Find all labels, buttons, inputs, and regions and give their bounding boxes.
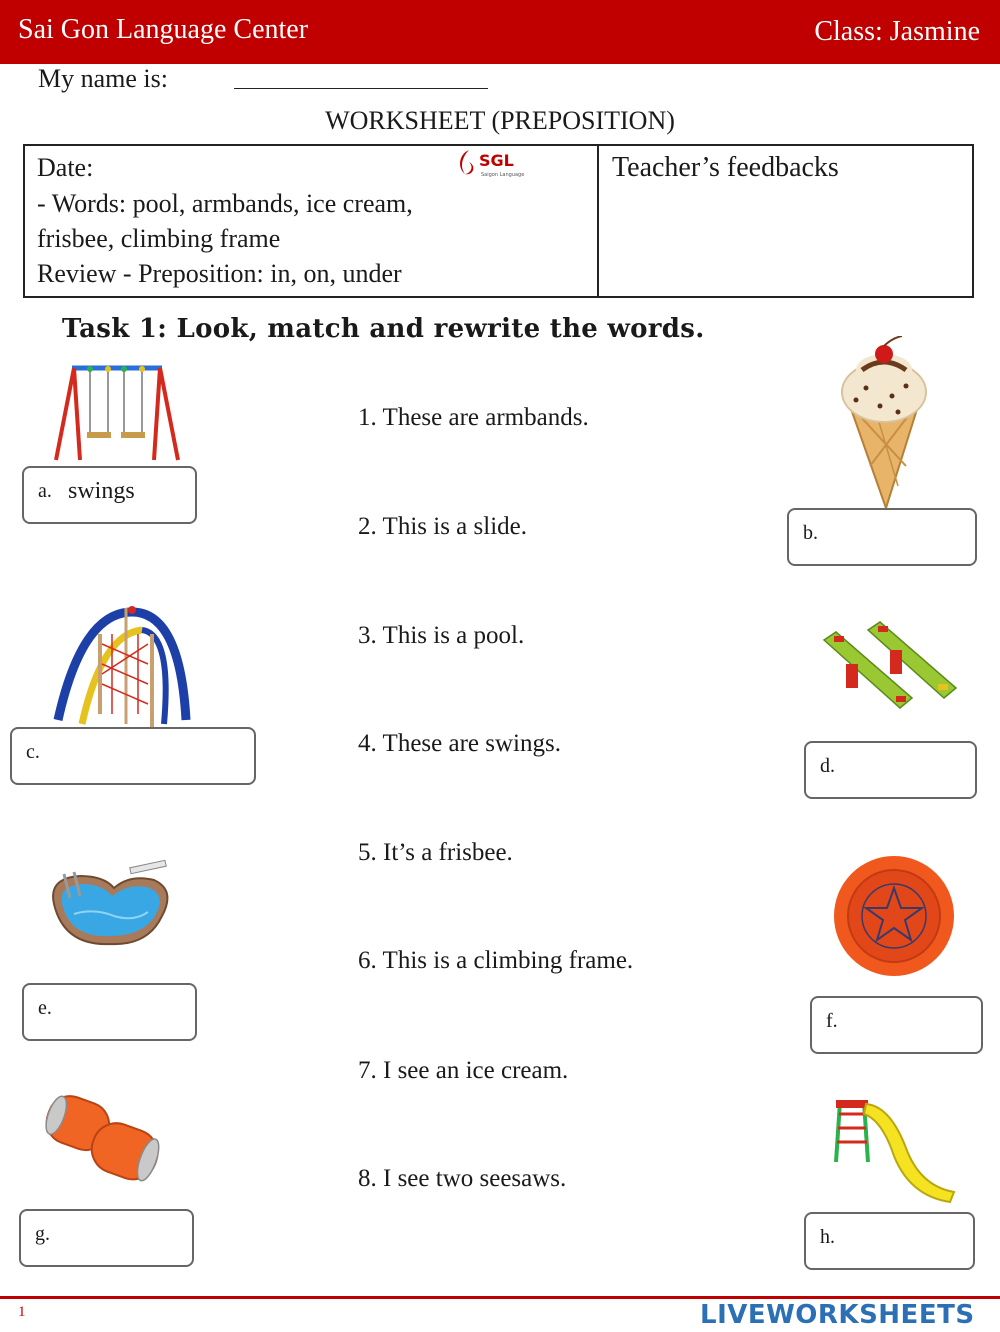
box-letter-b: b.: [803, 522, 818, 544]
climbing-frame-icon: [52, 604, 192, 734]
sentence-4: 4. These are swings.: [358, 730, 561, 757]
sentence-3: 3. This is a pool.: [358, 622, 525, 649]
words-line-2: frisbee, climbing frame: [37, 224, 281, 253]
frisbee-icon: [832, 854, 956, 982]
slide-icon: [830, 1096, 960, 1210]
seesaw-icon: [820, 620, 960, 716]
pool-icon: [44, 854, 176, 958]
answer-box-g[interactable]: [19, 1209, 194, 1267]
teacher-feedback-label: Teacher’s feedbacks: [612, 152, 839, 183]
box-letter-d: d.: [820, 755, 835, 777]
sentence-7: 7. I see an ice cream.: [358, 1057, 569, 1084]
swings-icon: [52, 364, 182, 468]
words-line-1: - Words: pool, armbands, ice cream,: [37, 189, 413, 218]
info-table-divider: [597, 144, 599, 298]
box-value-a: swings: [68, 478, 135, 504]
sentence-1: 1. These are armbands.: [358, 404, 589, 431]
sentence-8: 8. I see two seesaws.: [358, 1165, 567, 1192]
worksheet-title: WORKSHEET (PREPOSITION): [325, 106, 675, 135]
box-letter-h: h.: [820, 1226, 835, 1248]
answer-box-e[interactable]: [22, 983, 197, 1041]
name-prompt: My name is:: [38, 64, 168, 93]
ice-cream-icon: [836, 336, 932, 516]
answer-box-f[interactable]: [810, 996, 983, 1054]
armbands-icon: [40, 1086, 164, 1194]
task1-title: Task 1: Look, match and rewrite the words.: [62, 314, 705, 344]
box-letter-f: f.: [826, 1010, 838, 1032]
logo-text: SGL: [479, 151, 514, 170]
box-letter-a: a.: [38, 480, 52, 502]
page-number: 1: [18, 1304, 26, 1320]
answer-box-d[interactable]: [804, 741, 977, 799]
center-name: Sai Gon Language Center: [18, 14, 309, 45]
sgl-logo: [455, 146, 525, 184]
class-label: Class: Jasmine: [814, 16, 980, 47]
sentence-6: 6. This is a climbing frame.: [358, 947, 634, 974]
answer-box-b[interactable]: [787, 508, 977, 566]
answer-box-c[interactable]: [10, 727, 256, 785]
answer-box-a[interactable]: [22, 466, 197, 524]
box-letter-g: g.: [35, 1223, 50, 1245]
sentence-5: 5. It’s a frisbee.: [358, 839, 513, 866]
footer-line: [0, 1296, 1000, 1299]
name-input-line[interactable]: [234, 88, 488, 89]
review-line: Review - Preposition: in, on, under: [37, 259, 402, 288]
logo-subtext: Saigon Language: [481, 172, 525, 178]
liveworksheets-brand[interactable]: LIVEWORKSHEETS: [700, 1300, 975, 1330]
box-letter-e: e.: [38, 997, 52, 1019]
date-label: Date:: [37, 153, 94, 182]
answer-box-h[interactable]: [804, 1212, 975, 1270]
sentence-2: 2. This is a slide.: [358, 513, 527, 540]
box-letter-c: c.: [26, 741, 40, 763]
